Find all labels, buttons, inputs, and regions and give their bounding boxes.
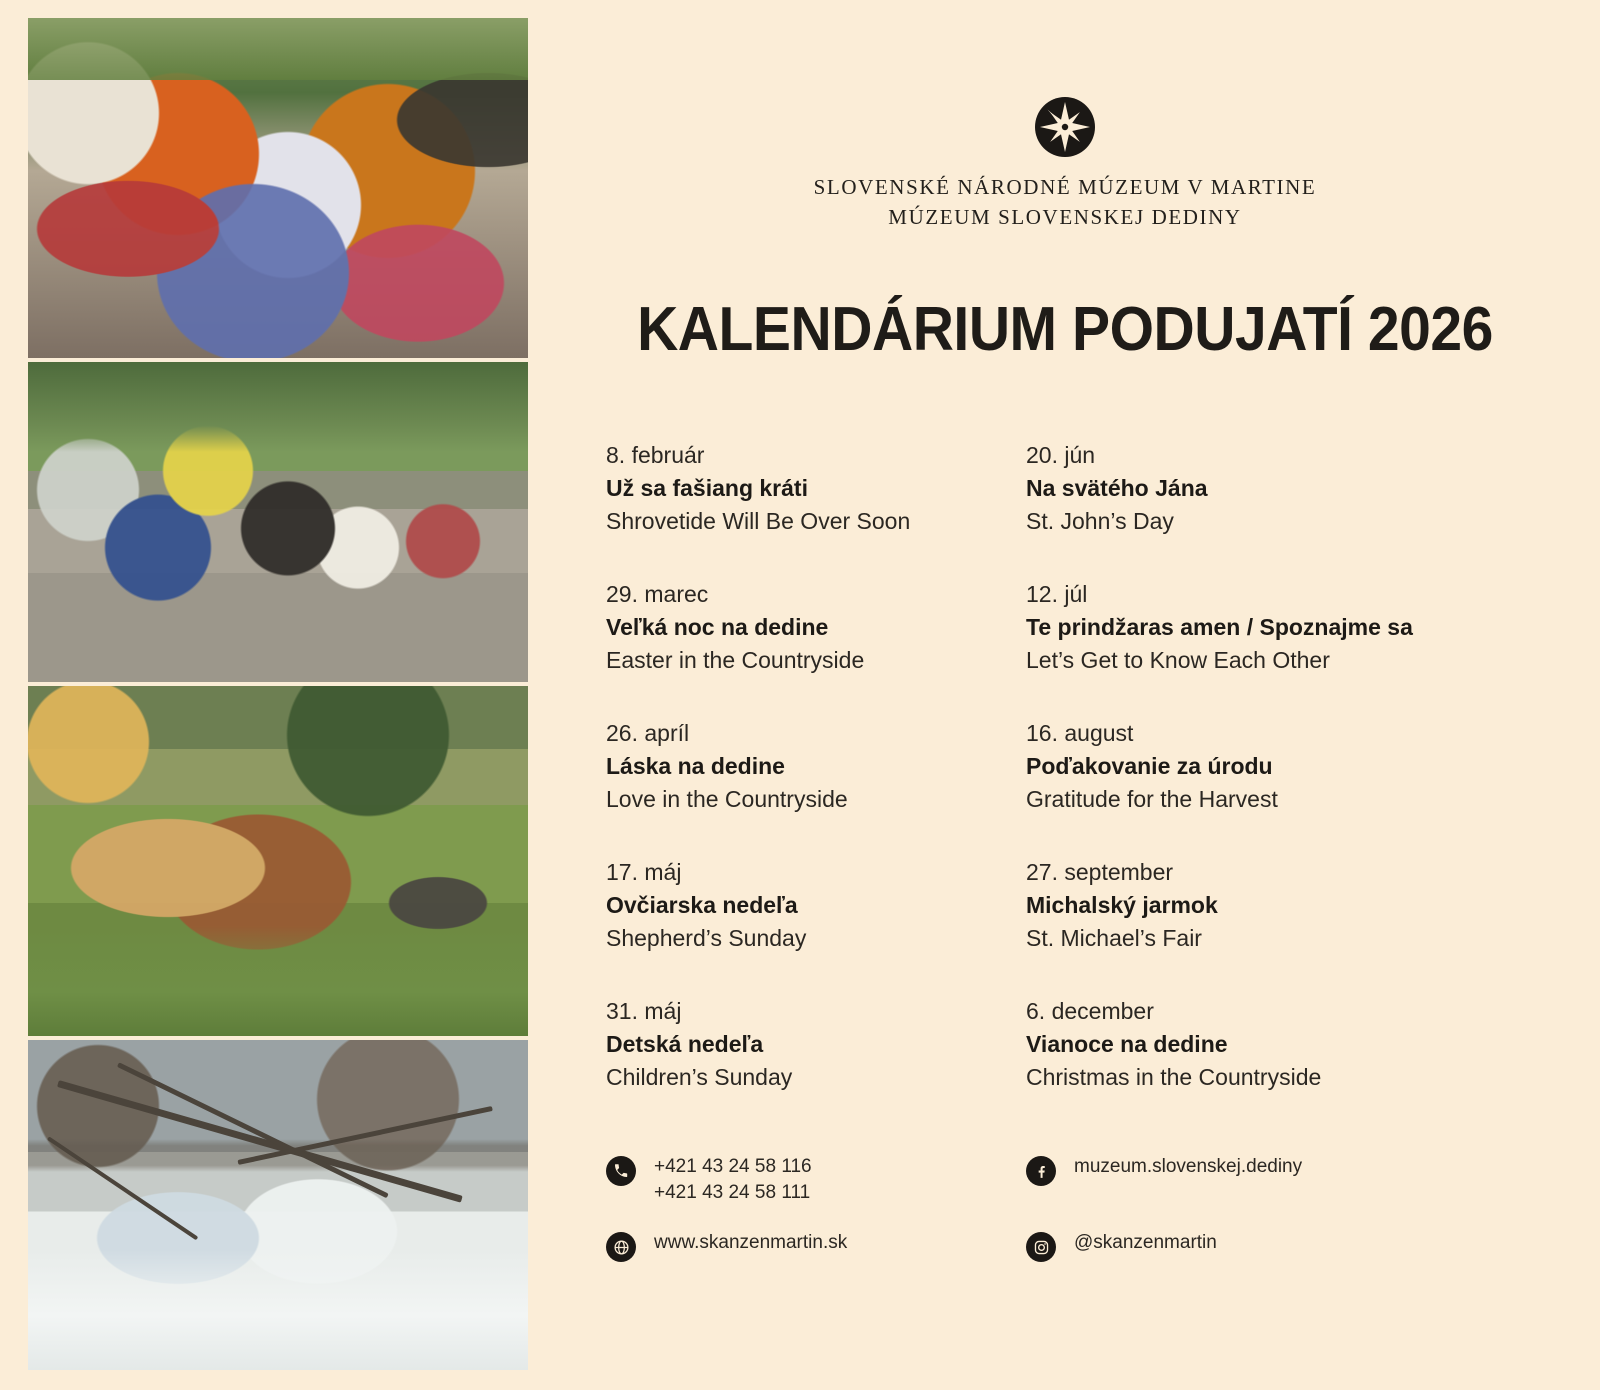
phone-number-2: +421 43 24 58 111 [654, 1182, 811, 1203]
event-name-sk: Vianoce na dedine [1026, 1031, 1228, 1057]
children-in-folk-costume-photo [28, 18, 528, 358]
event-item [606, 995, 1026, 1094]
event-name-en: Gratitude for the Harvest [1026, 786, 1278, 812]
branch-decor [47, 1136, 198, 1240]
event-name-en: Love in the Countryside [606, 786, 848, 812]
event-name-sk: Ovčiarska nedeľa [606, 892, 798, 918]
eight-point-star-icon [1034, 96, 1096, 158]
contact-instagram[interactable] [1026, 1230, 1506, 1262]
event-name-sk: Poďakovanie za úrodu [1026, 753, 1273, 779]
event-item [606, 578, 1026, 677]
contact-block [606, 1154, 1506, 1262]
event-date: 31. máj [606, 998, 682, 1024]
branch-decor [237, 1106, 492, 1165]
event-date: 6. december [1026, 998, 1154, 1024]
globe-icon [606, 1232, 636, 1262]
event-name-sk: Na svätého Jána [1026, 475, 1208, 501]
event-item [1026, 995, 1546, 1094]
event-name-en: Christmas in the Countryside [1026, 1064, 1322, 1090]
event-item [606, 439, 1026, 538]
event-name-en: Shepherd’s Sunday [606, 925, 807, 951]
branch-decor [117, 1062, 389, 1198]
event-date: 17. máj [606, 859, 682, 885]
winter-village-cottages-photo [28, 1040, 528, 1370]
horses-ploughing-photo [28, 686, 528, 1036]
phone-number-1: +421 43 24 58 116 [654, 1156, 812, 1177]
event-date: 8. február [606, 442, 705, 468]
event-name-sk: Te prindžaras amen / Spoznajme sa [1026, 614, 1413, 640]
event-name-en: St. John’s Day [1026, 508, 1174, 534]
event-name-sk: Láska na dedine [606, 753, 785, 779]
event-name-en: St. Michael’s Fair [1026, 925, 1202, 951]
event-date: 26. apríl [606, 720, 690, 746]
event-name-en: Easter in the Countryside [606, 647, 865, 673]
event-item [1026, 856, 1546, 955]
events-list [606, 439, 1600, 1134]
event-name-sk: Veľká noc na dedine [606, 614, 829, 640]
page-title: KALENDÁRIUM PODUJATÍ 2026 [637, 295, 1493, 364]
event-item [1026, 578, 1546, 677]
event-name-en: Shrovetide Will Be Over Soon [606, 508, 911, 534]
instagram-icon [1026, 1232, 1056, 1262]
event-date: 16. august [1026, 720, 1134, 746]
facebook-handle: muzeum.slovenskej.dediny [1074, 1156, 1303, 1177]
event-date: 29. marec [606, 581, 709, 607]
event-date: 12. júl [1026, 581, 1088, 607]
event-date: 20. jún [1026, 442, 1096, 468]
contact-facebook[interactable] [1026, 1154, 1506, 1206]
facebook-icon [1026, 1156, 1056, 1186]
phone-icon [606, 1156, 636, 1186]
event-name-en: Children’s Sunday [606, 1064, 793, 1090]
phone-numbers [654, 1154, 812, 1206]
website-url: www.skanzenmartin.sk [654, 1232, 848, 1253]
photo-column [0, 0, 530, 1390]
event-item [606, 856, 1026, 955]
contact-phone[interactable] [606, 1154, 1026, 1206]
museum-logo-block [530, 96, 1600, 232]
content-column [530, 0, 1600, 1390]
event-name-sk: Michalský jarmok [1026, 892, 1218, 918]
event-item [1026, 439, 1546, 538]
museum-name-line-2: MÚZEUM SLOVENSKEJ DEDINY [888, 205, 1242, 229]
contact-web[interactable] [606, 1230, 1026, 1262]
event-date: 27. september [1026, 859, 1174, 885]
event-name-sk: Detská nedeľa [606, 1031, 764, 1057]
event-item [1026, 717, 1546, 816]
folk-procession-photo [28, 362, 528, 682]
instagram-handle: @skanzenmartin [1074, 1232, 1217, 1253]
event-name-sk: Už sa fašiang kráti [606, 475, 808, 501]
event-item [606, 717, 1026, 816]
event-name-en: Let’s Get to Know Each Other [1026, 647, 1330, 673]
museum-name-line-1: SLOVENSKÉ NÁRODNÉ MÚZEUM V MARTINE [813, 175, 1317, 199]
